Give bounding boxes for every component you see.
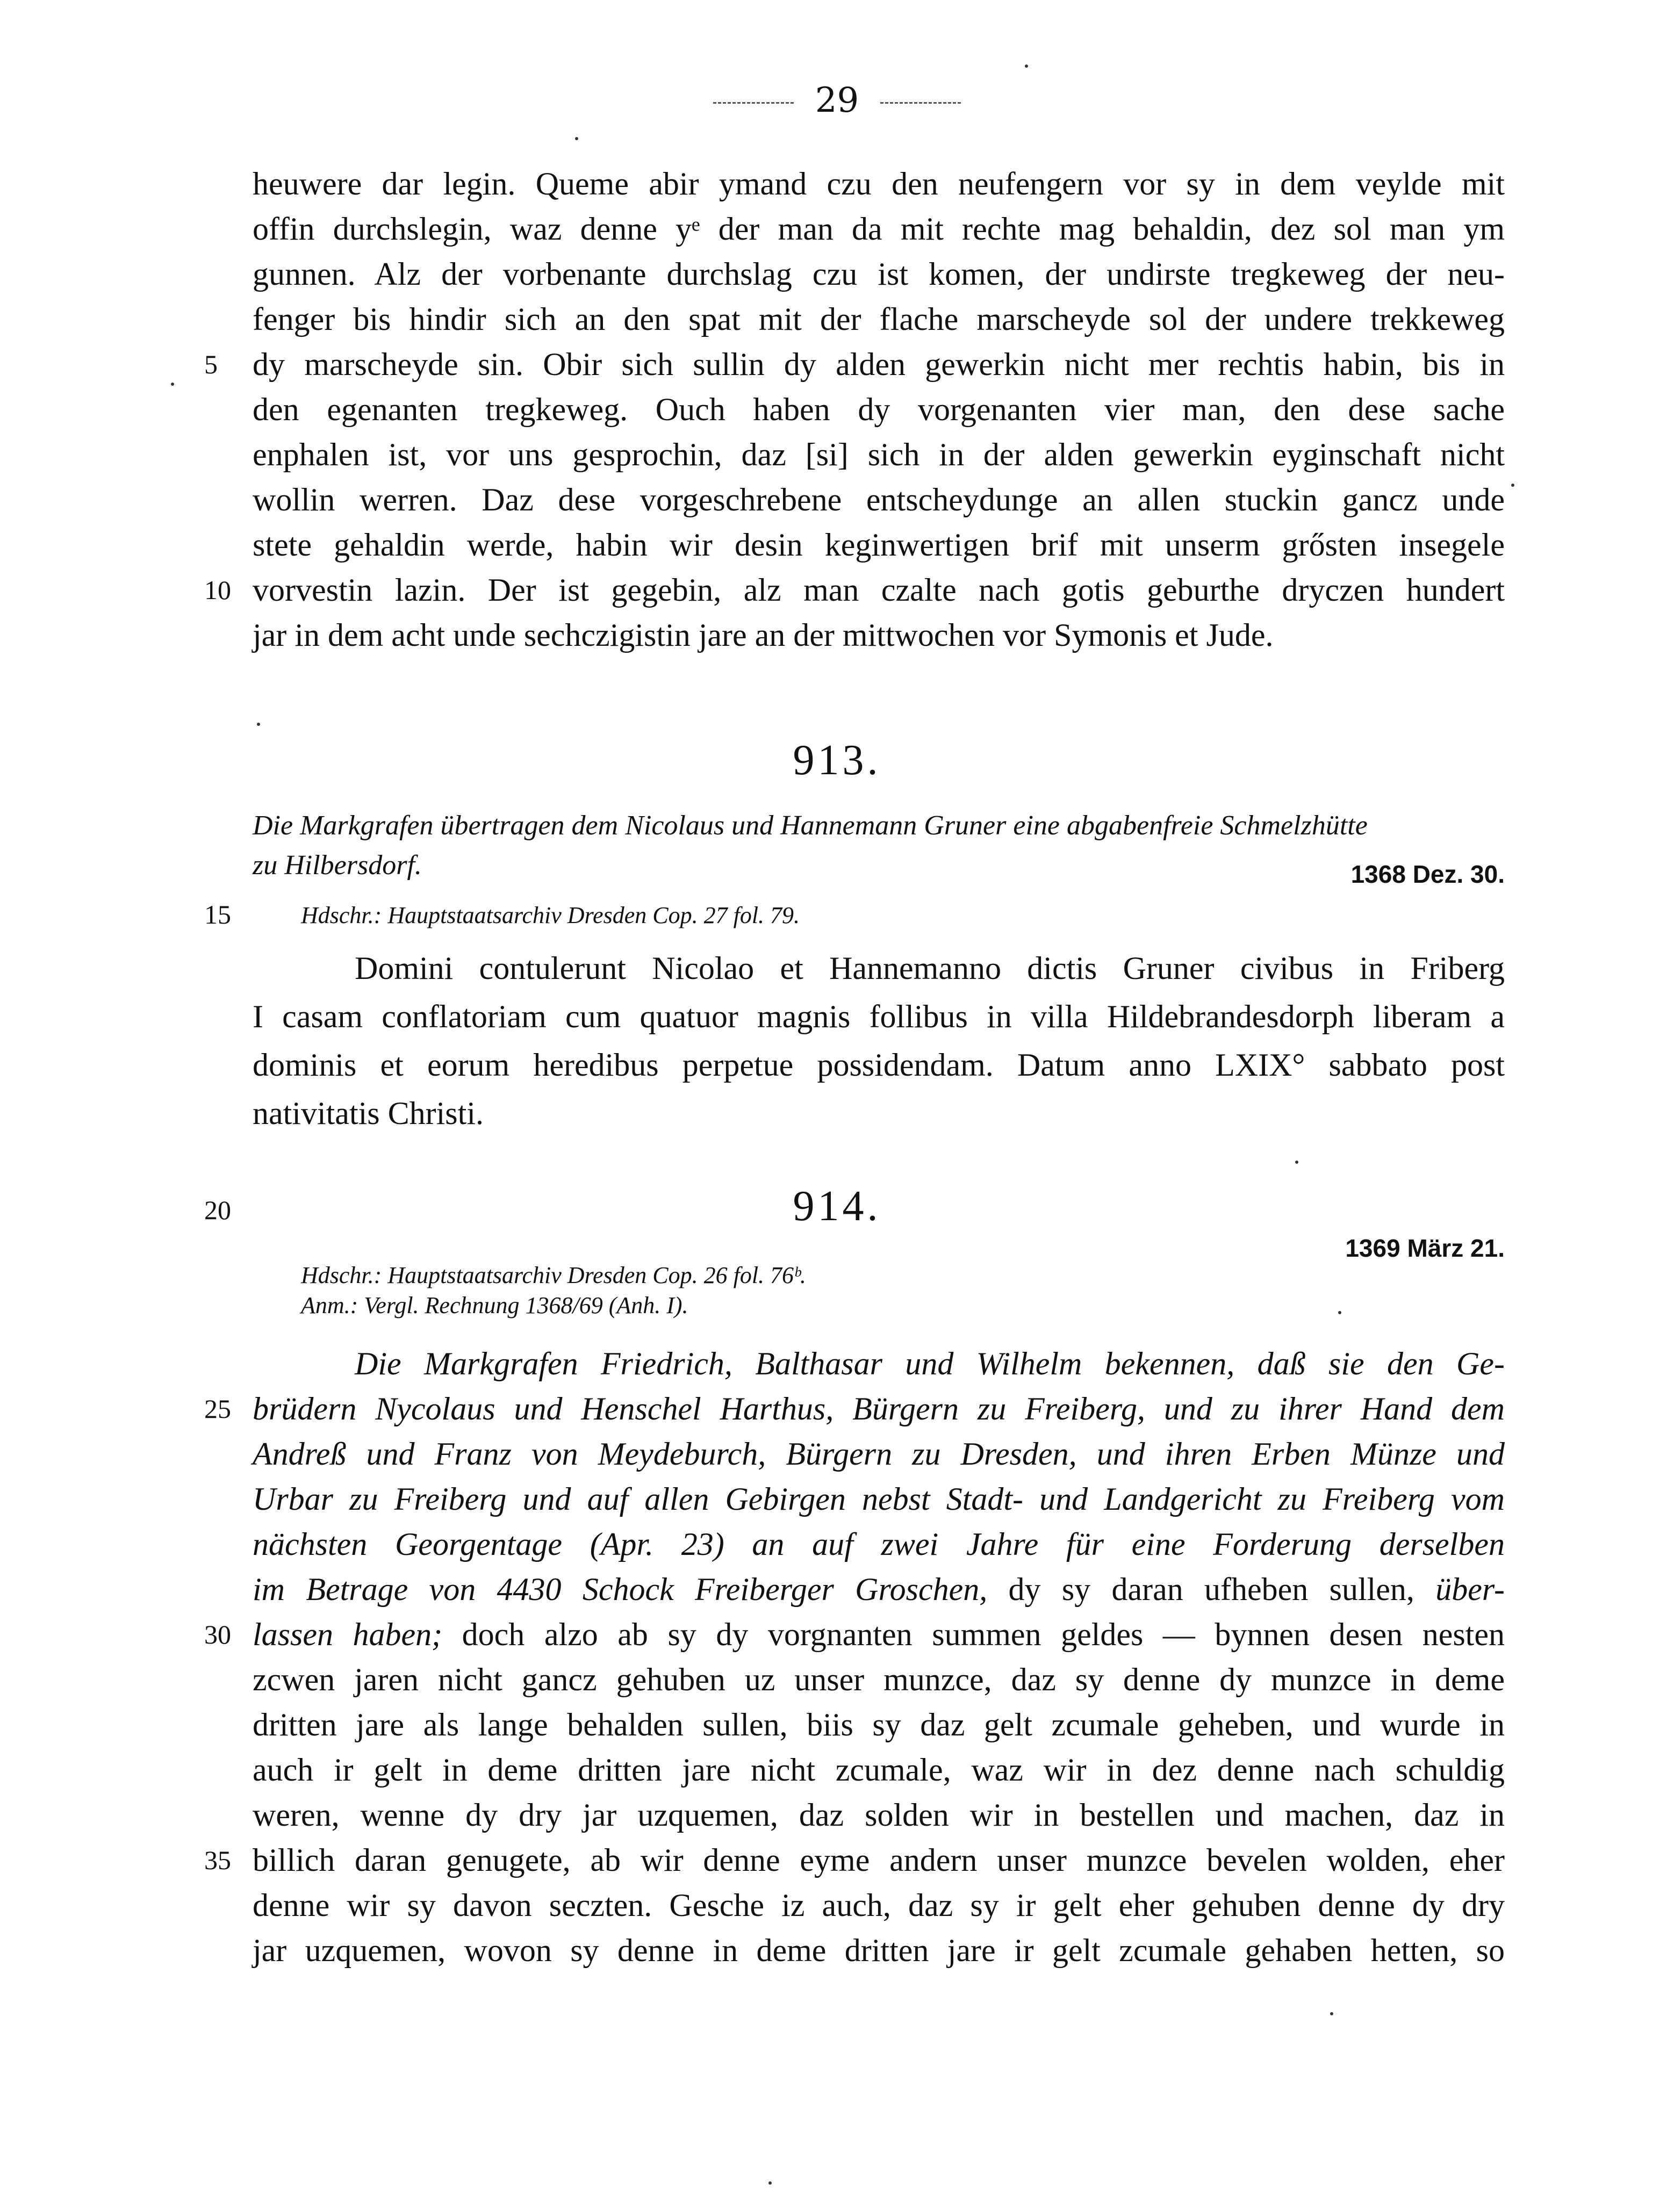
page-number: 29 <box>815 81 859 120</box>
source-note: Hdschr.: Hauptstaatsarchiv Dresden Cop. 27 fol. 79. <box>301 902 800 928</box>
text-line: denne wir sy davon seczten. Gesche iz auch, daz sy ir gelt eher gehuben denne dy dry <box>253 1887 1505 1923</box>
text-line: I casam conflatoriam cum quatuor magnis follibus in villa Hildebrandesdorph liberam a <box>253 999 1505 1034</box>
regest-fragment: im Betrage von 4430 Schock Freiberger Groschen, <box>253 1572 988 1607</box>
scan-speck <box>1025 64 1028 68</box>
regest-line: Die Markgrafen Friedrich, Balthasar und Wilhelm bekennen, daß sie den Ge- <box>355 1346 1505 1381</box>
text-line: enphalen ist, vor uns gesprochin, daz [si] sich in der alden gewerkin eyginschaft nicht <box>253 437 1505 472</box>
text-line: auch ir gelt in deme dritten jare nicht zcumale, waz wir in dez denne nach schuldig <box>253 1752 1505 1788</box>
regest-line: Die Markgrafen übertragen dem Nicolaus und Hannemann Gruner eine abgabenfreie Schmelzhütte <box>253 810 1368 841</box>
scan-speck <box>768 2181 772 2185</box>
regest-fragment: lassen haben; <box>253 1617 443 1652</box>
text-line: zcwen jaren nicht gancz gehuben uz unser munzce, daz sy denne dy munzce in deme <box>253 1662 1505 1697</box>
line-number: 10 <box>204 575 231 605</box>
text-line: den egenanten tregkeweg. Ouch haben dy vorgenanten vier man, den dese sache <box>253 392 1505 427</box>
scan-speck <box>1295 1161 1298 1164</box>
annotation-note: Anm.: Vergl. Rechnung 1368/69 (Anh. I). <box>301 1292 688 1318</box>
regest-fragment: über- <box>1435 1572 1505 1607</box>
text-line: weren, wenne dy dry jar uzquemen, daz solden wir in bestellen und machen, daz in <box>253 1797 1505 1833</box>
text-line: Domini contulerunt Nicolao et Hannemanno dictis Gruner civibus in Friberg <box>355 950 1505 986</box>
header-dash-left <box>713 102 794 104</box>
regest-line: Andreß und Franz von Meydeburch, Bürgern zu Dresden, und ihren Erben Münze und <box>253 1436 1505 1472</box>
scan-speck <box>171 383 174 386</box>
text-line: wollin werren. Daz dese vorgeschrebene entscheydunge an allen stuckin gancz unde <box>253 482 1505 517</box>
regest <box>253 806 1505 885</box>
header-dash-right <box>880 102 961 104</box>
regest-line: zu Hilbersdorf. <box>253 850 422 881</box>
line-number: 30 <box>204 1619 231 1649</box>
text-line: dominis et eorum heredibus perpetue possidendam. Datum anno LXIX° sabbato post <box>253 1047 1505 1083</box>
scan-speck <box>257 723 260 726</box>
document-number: 913. <box>793 737 881 784</box>
source-note: Hdschr.: Hauptstaatsarchiv Dresden Cop. 26 fol. 76ᵇ. <box>301 1262 806 1288</box>
mixed-line <box>253 1612 1505 1657</box>
text-fragment: dy sy daran ufheben sullen, <box>987 1572 1436 1607</box>
regest-line: brüdern Nycolaus und Henschel Harthus, Bürgern zu Freiberg, und zu ihrer Hand dem <box>253 1391 1505 1426</box>
text-line: dritten jare als lange behalden sullen, biis sy daz gelt zcumale geheben, und wurde in <box>253 1707 1505 1742</box>
line-number: 5 <box>204 349 218 379</box>
regest-line: Urbar zu Freiberg und auf allen Gebirgen nebst Stadt- und Landgericht zu Freiberg vom <box>253 1481 1505 1517</box>
scan-speck <box>1338 1311 1341 1314</box>
text-line: jar in dem acht unde sechczigistin jare an der mittwochen vor Symonis et Jude. <box>253 617 1274 653</box>
scan-speck <box>1330 2012 1333 2015</box>
mixed-line <box>253 1567 1505 1612</box>
text-line: stete gehaldin werde, habin wir desin keginwertigen brif mit unserm grősten insegele <box>253 527 1505 563</box>
page-header <box>0 81 1674 120</box>
text-line: vorvestin lazin. Der ist gegebin, alz man czalte nach gotis geburthe dryczen hundert <box>253 572 1505 608</box>
document-number: 914. <box>793 1183 881 1230</box>
text-line: gunnen. Alz der vorbenante durchslag czu ist komen, der undirste tregkeweg der neu- <box>253 256 1505 292</box>
text-line: heuwere dar legin. Queme abir ymand czu den neufengern vor sy in dem veylde mit <box>253 166 1505 201</box>
line-number: 15 <box>204 899 231 930</box>
scan-speck <box>575 137 578 140</box>
regest-line: nächsten Georgentage (Apr. 23) an auf zwei Jahre für eine Forderung derselben <box>253 1526 1505 1562</box>
text-line: nativitatis Christi. <box>253 1096 484 1131</box>
line-number: 20 <box>204 1195 231 1225</box>
text-fragment: doch alzo ab sy dy vorgnanten summen geldes — bynnen desen nesten <box>442 1617 1505 1652</box>
text-line: billich daran genugete, ab wir denne eyme andern unser munzce bevelen wolden, eher <box>253 1842 1505 1878</box>
text-line: jar uzquemen, wovon sy denne in deme dritten jare ir gelt zcumale gehaben hetten, so <box>253 1933 1505 1968</box>
document-date: 1368 Dez. 30. <box>1350 860 1505 888</box>
scan-speck <box>1511 484 1514 487</box>
document-date: 1369 März 21. <box>1345 1234 1505 1262</box>
text-line: offin durchslegin, waz denne yᵉ der man da mit rechte mag behaldin, dez sol man ym <box>253 211 1505 247</box>
line-number: 35 <box>204 1845 231 1875</box>
text-line: fenger bis hindir sich an den spat mit der flache marscheyde sol der undere trekkeweg <box>253 301 1505 337</box>
line-number: 25 <box>204 1394 231 1424</box>
text-line: dy marscheyde sin. Obir sich sullin dy alden gewerkin nicht mer rechtis habin, bis in <box>253 347 1505 382</box>
